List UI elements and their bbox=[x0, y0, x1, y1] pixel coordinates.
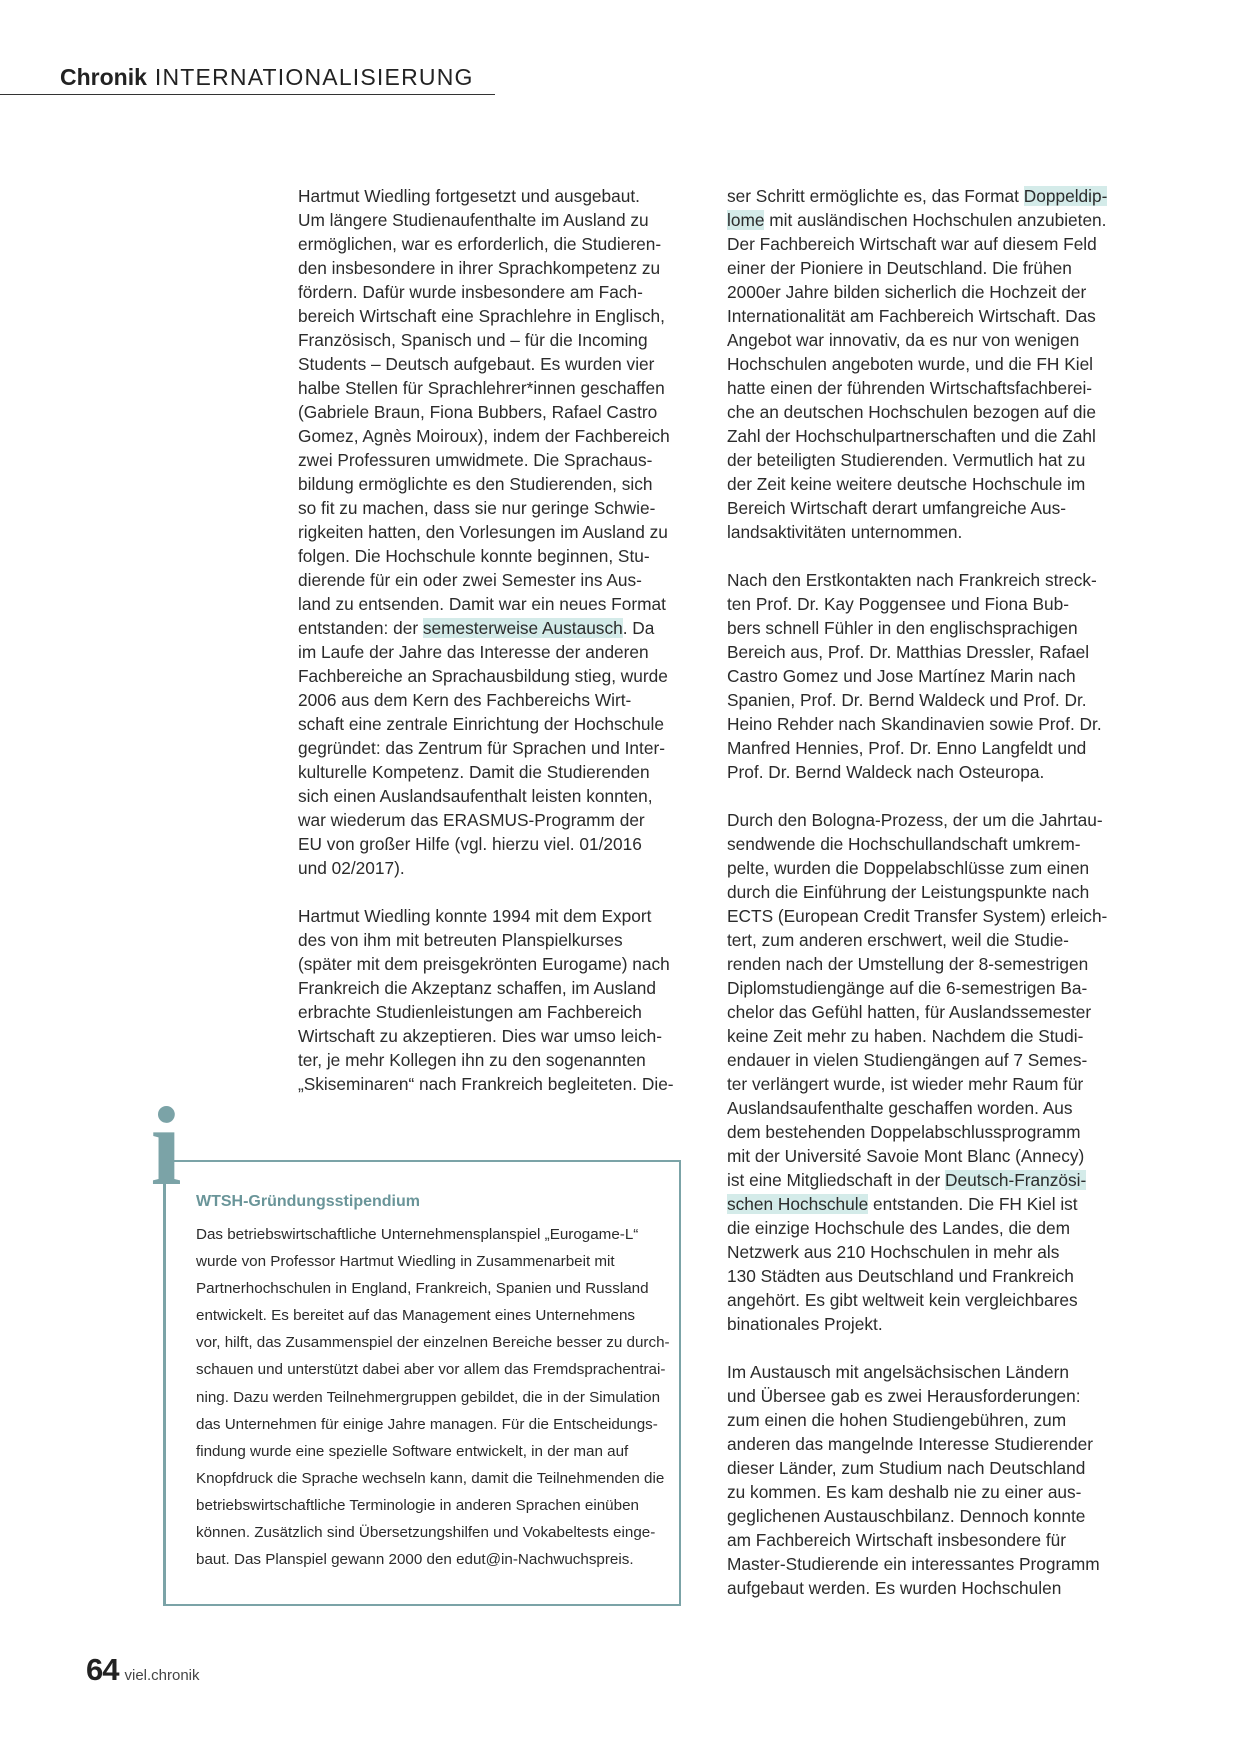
paragraph bbox=[727, 568, 1152, 784]
text-line: rigkeiten hatten, den Vorlesungen im Ausland zu bbox=[298, 522, 668, 542]
text-line: Diplomstudiengänge auf die 6-semestrigen Ba- bbox=[727, 978, 1088, 998]
text-line: dierende für ein oder zwei Semester ins Aus- bbox=[298, 570, 642, 590]
text-line: Französisch, Spanisch und – für die Incoming bbox=[298, 330, 648, 350]
text-line: Master-Studierende ein interessantes Programm bbox=[727, 1554, 1100, 1574]
text-line: (Gabriele Braun, Fiona Bubbers, Rafael Castro bbox=[298, 402, 658, 422]
text-line: erbrachte Studienleistungen am Fachbereich bbox=[298, 1002, 642, 1022]
text-line: Internationalität am Fachbereich Wirtschaft. Das bbox=[727, 306, 1096, 326]
text-line: ermöglichen, war es erforderlich, die Studieren- bbox=[298, 234, 662, 254]
text-line: fördern. Dafür wurde insbesondere am Fach- bbox=[298, 282, 643, 302]
text-line: sich einen Auslandsaufenthalt leisten konnten, bbox=[298, 786, 653, 806]
info-text-line: Das betriebswirtschaftliche Unternehmensplanspiel „Eurogame-L“ bbox=[196, 1226, 639, 1243]
text-line: Um längere Studienaufenthalte im Ausland zu bbox=[298, 210, 649, 230]
text-line: bereich Wirtschaft eine Sprachlehre in Englisch, bbox=[298, 306, 665, 326]
text-line: Netzwerk aus 210 Hochschulen in mehr als bbox=[727, 1242, 1060, 1262]
text-line: und 02/2017). bbox=[298, 858, 405, 878]
text-line bbox=[727, 208, 1152, 232]
text-line: Der Fachbereich Wirtschaft war auf diesem Feld bbox=[727, 234, 1097, 254]
text-line: Zahl der Hochschulpartnerschaften und die Zahl bbox=[727, 426, 1096, 446]
right-text-column bbox=[727, 184, 1152, 1624]
text-line bbox=[298, 616, 716, 640]
info-box-title: WTSH-Gründungsstipendium bbox=[196, 1193, 420, 1210]
text-line: am Fachbereich Wirtschaft insbesondere für bbox=[727, 1530, 1067, 1550]
text-line: che an deutschen Hochschulen bezogen auf die bbox=[727, 402, 1096, 422]
text-line: Hartmut Wiedling fortgesetzt und ausgebaut. bbox=[298, 186, 640, 206]
text-line: 130 Städten aus Deutschland und Frankreich bbox=[727, 1266, 1074, 1286]
text-segment: entstanden: der bbox=[298, 618, 423, 638]
paragraph bbox=[298, 904, 716, 1096]
text-line: zum einen die hohen Studiengebühren, zum bbox=[727, 1410, 1067, 1430]
header-rule bbox=[0, 94, 495, 95]
info-text-line: können. Zusätzlich sind Übersetzungshilfen und Vokabeltests einge- bbox=[196, 1524, 656, 1542]
text-line: ten Prof. Dr. Kay Poggensee und Fiona Bub- bbox=[727, 594, 1069, 614]
text-line: Gomez, Agnès Moiroux), indem der Fachbereich bbox=[298, 426, 670, 446]
text-line: zu kommen. Es kam deshalb nie zu einer aus- bbox=[727, 1482, 1082, 1502]
text-line: ECTS (European Credit Transfer System) erleich- bbox=[727, 906, 1108, 926]
text-segment: mit ausländischen Hochschulen anzubieten. bbox=[764, 210, 1107, 230]
text-line: dieser Länder, zum Studium nach Deutschland bbox=[727, 1458, 1086, 1478]
text-line: Prof. Dr. Bernd Waldeck nach Osteuropa. bbox=[727, 762, 1045, 782]
publication-name: viel.chronik bbox=[124, 1667, 200, 1684]
text-line: Castro Gomez und Jose Martínez Marin nach bbox=[727, 666, 1076, 686]
text-line: Angebot war innovativ, da es nur von wenigen bbox=[727, 330, 1080, 350]
text-line: binationales Projekt. bbox=[727, 1314, 883, 1334]
text-line: gegründet: das Zentrum für Sprachen und Inter- bbox=[298, 738, 665, 758]
text-line: und Übersee gab es zwei Herausforderungen: bbox=[727, 1386, 1081, 1406]
text-line: (später mit dem preisgekrönten Eurogame) nach bbox=[298, 954, 670, 974]
text-line: endauer in vielen Studiengängen auf 7 Semes- bbox=[727, 1050, 1088, 1070]
text-line: mit der Université Savoie Mont Blanc (Annecy) bbox=[727, 1146, 1085, 1166]
text-line: landsaktivitäten unternommen. bbox=[727, 522, 963, 542]
text-line: dem bestehenden Doppelabschlussprogramm bbox=[727, 1122, 1081, 1142]
info-text-line: vor, hilft, das Zusammenspiel der einzelnen Bereiche besser zu durch- bbox=[196, 1334, 670, 1352]
text-line: den insbesondere in ihrer Sprachkompetenz zu bbox=[298, 258, 661, 278]
text-line: Students – Deutsch aufgebaut. Es wurden vier bbox=[298, 354, 655, 374]
text-line: folgen. Die Hochschule konnte beginnen, Stu- bbox=[298, 546, 650, 566]
text-line: einer der Pioniere in Deutschland. Die frühen bbox=[727, 258, 1072, 278]
text-line: 2006 aus dem Kern des Fachbereichs Wirt- bbox=[298, 690, 632, 710]
page-title: INTERNATIONALISIERUNG bbox=[154, 64, 474, 90]
text-line: bildung ermöglichte es den Studierenden, sich bbox=[298, 474, 653, 494]
text-line: Auslandsaufenthalte geschaffen worden. Aus bbox=[727, 1098, 1073, 1118]
text-line: durch die Einführung der Leistungspunkte nach bbox=[727, 882, 1090, 902]
paragraph bbox=[727, 1360, 1152, 1600]
text-segment: entstanden. Die FH Kiel ist bbox=[868, 1194, 1078, 1214]
text-line: halbe Stellen für Sprachlehrer*innen geschaffen bbox=[298, 378, 665, 398]
page-number: 64 bbox=[86, 1652, 119, 1687]
page-footer bbox=[86, 1652, 200, 1688]
text-line: anderen das mangelnde Interesse Studierender bbox=[727, 1434, 1094, 1454]
text-line: Frankreich die Akzeptanz schaffen, im Ausland bbox=[298, 978, 656, 998]
text-line: Wirtschaft zu akzeptieren. Dies war umso leich- bbox=[298, 1026, 662, 1046]
text-line: der beteiligten Studierenden. Vermutlich hat zu bbox=[727, 450, 1086, 470]
text-line: chelor das Gefühl hatten, für Auslandssemester bbox=[727, 1002, 1092, 1022]
text-line: Spanien, Prof. Dr. Bernd Waldeck und Prof. Dr. bbox=[727, 690, 1087, 710]
text-line: ter, je mehr Kollegen ihn zu den sogenannten bbox=[298, 1050, 646, 1070]
text-line: der Zeit keine weitere deutsche Hochschule im bbox=[727, 474, 1086, 494]
info-text-line: baut. Das Planspiel gewann 2000 den edut@in-Nachwuchspreis. bbox=[196, 1551, 634, 1569]
text-line: Hochschulen angeboten wurde, und die FH Kiel bbox=[727, 354, 1094, 374]
section-label: Chronik bbox=[60, 64, 147, 90]
text-line: EU von großer Hilfe (vgl. hierzu viel. 01/2016 bbox=[298, 834, 642, 854]
text-line: tert, zum anderen erschwert, weil die Studie- bbox=[727, 930, 1069, 950]
text-line: aufgebaut werden. Es wurden Hochschulen bbox=[727, 1578, 1062, 1598]
text-line: „Skiseminaren“ nach Frankreich begleiteten. Die- bbox=[298, 1074, 674, 1094]
paragraph bbox=[727, 808, 1152, 1336]
text-line: pelte, wurden die Doppelabschlüsse zum einen bbox=[727, 858, 1090, 878]
info-box-text bbox=[196, 1221, 670, 1573]
text-line bbox=[727, 1168, 1152, 1192]
info-text-line: Knopfdruck die Sprache wechseln kann, damit die Teilnehmenden die bbox=[196, 1469, 665, 1487]
text-line: sendwende die Hochschullandschaft umkrem- bbox=[727, 834, 1081, 854]
text-line: schaft eine zentrale Einrichtung der Hochschule bbox=[298, 714, 664, 734]
text-line: des von ihm mit betreuten Planspielkurses bbox=[298, 930, 623, 950]
text-line: bers schnell Fühler in den englischsprachigen bbox=[727, 618, 1078, 638]
highlighted-term: schen Hochschule bbox=[727, 1194, 869, 1214]
text-line: die einzige Hochschule des Landes, die dem bbox=[727, 1218, 1070, 1238]
text-segment: ist eine Mitgliedschaft in der bbox=[727, 1170, 946, 1190]
left-text-column bbox=[298, 184, 716, 1120]
text-line: Bereich aus, Prof. Dr. Matthias Dressler, Rafael bbox=[727, 642, 1090, 662]
info-text-line: entwickelt. Es bereitet auf das Management eines Unternehmens bbox=[196, 1307, 635, 1325]
highlighted-term: semesterweise Austausch bbox=[422, 618, 623, 638]
text-line: Heino Rehder nach Skandinavien sowie Prof. Dr. bbox=[727, 714, 1102, 734]
text-line: kulturelle Kompetenz. Damit die Studierenden bbox=[298, 762, 650, 782]
paragraph bbox=[727, 184, 1152, 544]
text-line: 2000er Jahre bilden sicherlich die Hochzeit der bbox=[727, 282, 1087, 302]
text-segment: . Da bbox=[622, 618, 655, 638]
text-line: Im Austausch mit angelsächsischen Ländern bbox=[727, 1362, 1069, 1382]
text-line: Fachbereiche an Sprachausbildung stieg, wurde bbox=[298, 666, 668, 686]
text-line: zwei Professuren umwidmete. Die Sprachaus- bbox=[298, 450, 653, 470]
text-line: land zu entsenden. Damit war ein neues Format bbox=[298, 594, 666, 614]
text-line: Hartmut Wiedling konnte 1994 mit dem Export bbox=[298, 906, 652, 926]
text-line: angehört. Es gibt weltweit kein vergleichbares bbox=[727, 1290, 1078, 1310]
paragraph bbox=[298, 184, 716, 880]
info-text-line: findung wurde eine spezielle Software entwickelt, in der man auf bbox=[196, 1442, 629, 1460]
info-text-line: betriebswirtschaftliche Terminologie in anderen Sprachen einüben bbox=[196, 1496, 639, 1514]
info-text-line: das Unternehmen für einige Jahre managen. Für die Entscheidungs- bbox=[196, 1415, 658, 1433]
text-line: keine Zeit mehr zu haben. Nachdem die Studi- bbox=[727, 1026, 1084, 1046]
highlighted-term: Deutsch-Französi- bbox=[945, 1170, 1087, 1190]
info-text-line: wurde von Professor Hartmut Wiedling in Zusammenarbeit mit bbox=[196, 1253, 615, 1271]
text-line: geglichenen Austauschbilanz. Dennoch konnte bbox=[727, 1506, 1086, 1526]
text-line: Bereich Wirtschaft derart umfangreiche Aus- bbox=[727, 498, 1067, 518]
highlighted-term: lome bbox=[727, 210, 765, 230]
text-line: Manfred Hennies, Prof. Dr. Enno Langfeldt und bbox=[727, 738, 1087, 758]
info-text-line: Partnerhochschulen in England, Frankreich, Spanien und Russland bbox=[196, 1280, 649, 1298]
text-line: war wiederum das ERASMUS-Programm der bbox=[298, 810, 645, 830]
text-line: ter verlängert wurde, ist wieder mehr Raum für bbox=[727, 1074, 1084, 1094]
text-line: Durch den Bologna-Prozess, der um die Jahrtau- bbox=[727, 810, 1103, 830]
info-text-line: ning. Dazu werden Teilnehmergruppen gebildet, die in der Simulation bbox=[196, 1388, 661, 1406]
text-segment: ser Schritt ermöglichte es, das Format bbox=[727, 186, 1024, 206]
page-header bbox=[60, 64, 474, 91]
info-text-line: schauen und unterstützt dabei aber vor allem das Fremdsprachentrai- bbox=[196, 1361, 666, 1379]
info-icon: i bbox=[150, 1085, 182, 1209]
text-line: im Laufe der Jahre das Interesse der anderen bbox=[298, 642, 649, 662]
text-line: so fit zu machen, dass sie nur geringe Schwie- bbox=[298, 498, 656, 518]
text-line: Nach den Erstkontakten nach Frankreich streck- bbox=[727, 570, 1097, 590]
text-line bbox=[727, 1192, 1152, 1216]
text-line bbox=[727, 184, 1152, 208]
text-line: renden nach der Umstellung der 8-semestrigen bbox=[727, 954, 1089, 974]
text-line: hatte einen der führenden Wirtschaftsfachberei- bbox=[727, 378, 1093, 398]
highlighted-term: Doppeldip- bbox=[1023, 186, 1108, 206]
